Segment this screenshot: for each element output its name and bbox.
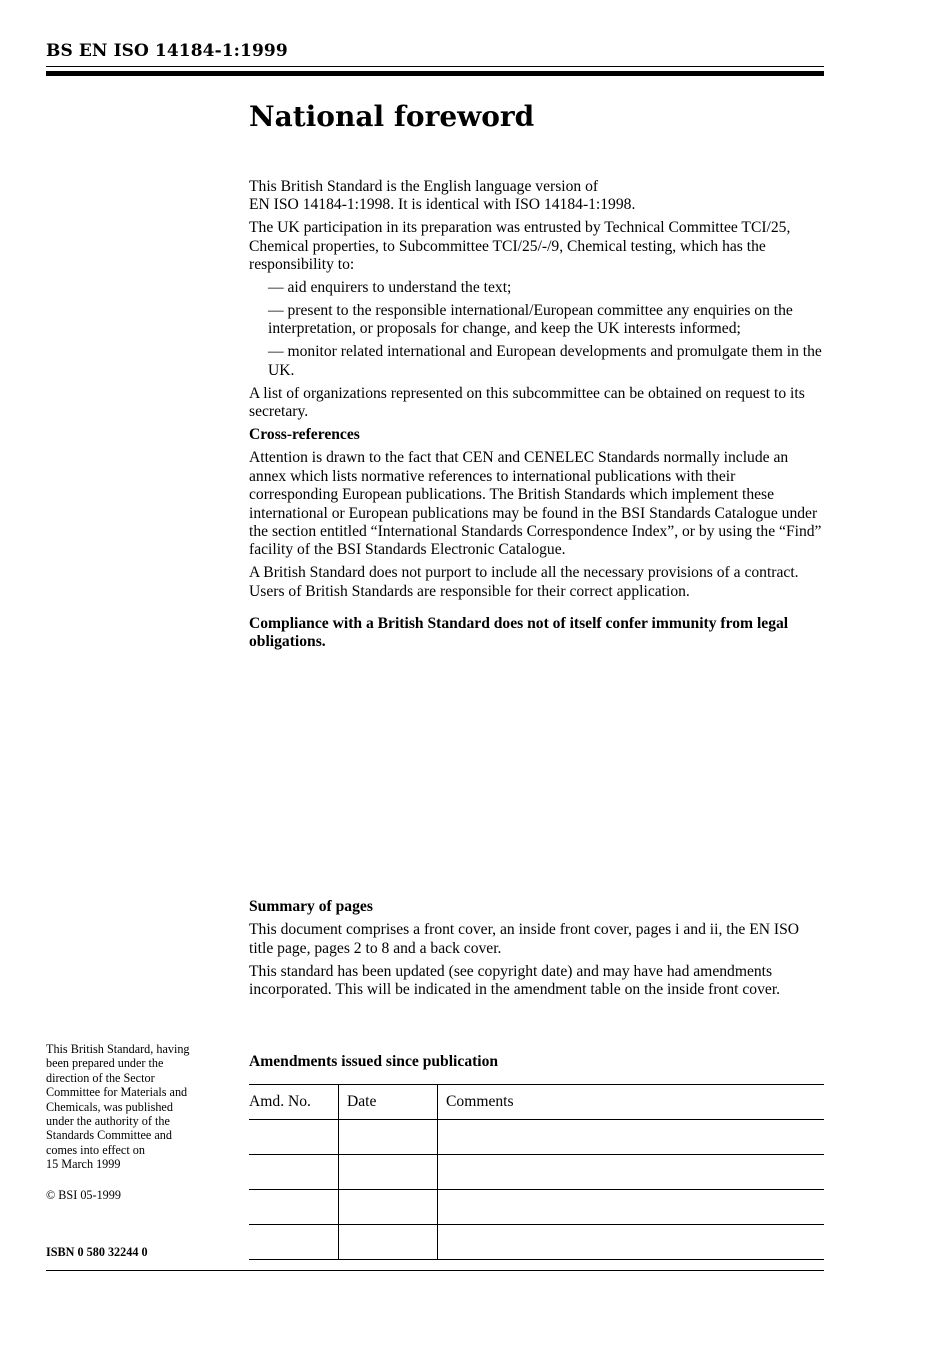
table-cell <box>249 1155 339 1190</box>
table-cell <box>438 1155 825 1190</box>
summary-of-pages <box>249 898 827 1004</box>
foreword-body <box>249 178 827 656</box>
column-header-amd-no: Amd. No. <box>249 1085 339 1120</box>
cross-references-paragraph: Attention is drawn to the fact that CEN and CENELEC Standards normally include an annex which lists normative references to international publications with their corresponding European publications. The British Standards which implement these international or European publications may be found in the BSI Standards Catalogue under the section entitled “International Standards Correspondence Index”, or by using the “Find” facility of the BSI Standards Electronic Catalogue. <box>249 449 822 559</box>
intro-line-2: EN ISO 14184-1:1998. It is identical with ISO 14184-1:1998. <box>249 196 636 214</box>
publication-note-line: direction of the Sector <box>46 1070 155 1085</box>
amendments-table <box>249 1084 824 1260</box>
intro-line-1: This British Standard is the English language version of <box>249 178 599 195</box>
organizations-paragraph: A list of organizations represented on this subcommittee can be obtained on request to its secretary. <box>249 384 805 420</box>
header-rule-thin <box>46 66 824 67</box>
footer-rule <box>46 1270 824 1271</box>
summary-paragraph-1: This document comprises a front cover, an inside front cover, pages i and ii, the EN ISO title page, pages 2 to 8 and a back cover. <box>249 921 800 957</box>
publication-note-line: Chemicals, was published <box>46 1099 173 1114</box>
table-row <box>249 1155 824 1190</box>
responsibility-item: — aid enquirers to understand the text; <box>268 279 512 297</box>
participation-paragraph: The UK participation in its preparation was entrusted by Technical Committee TCI/25, Chemical properties, to Subcommittee TCI/25/-/9, Chemical testing, which has the responsibility to: <box>249 219 791 274</box>
table-cell <box>339 1155 438 1190</box>
table-cell <box>438 1225 825 1260</box>
page-title: National foreword <box>249 100 535 133</box>
table-row <box>249 1120 824 1155</box>
compliance-statement: Compliance with a British Standard does not of itself confer immunity from legal obligations. <box>249 615 789 651</box>
publication-note-line: Committee for Materials and <box>46 1085 188 1100</box>
publication-note-line: been prepared under the <box>46 1056 164 1071</box>
table-cell <box>339 1190 438 1225</box>
provisions-paragraph: A British Standard does not purport to include all the necessary provisions of a contract. Users of British Standards are responsible for their correct application. <box>249 564 799 600</box>
table-cell <box>249 1190 339 1225</box>
copyright-notice: © BSI 05-1999 <box>46 1187 121 1202</box>
column-header-comments: Comments <box>438 1085 825 1120</box>
header-rule-thick <box>46 71 824 76</box>
publication-note-line: comes into effect on <box>46 1142 145 1157</box>
document-id: BS EN ISO 14184-1:1999 <box>46 41 288 61</box>
publication-note-line: Standards Committee and <box>46 1128 172 1143</box>
table-row <box>249 1225 824 1260</box>
amendments-heading: Amendments issued since publication <box>249 1053 499 1070</box>
responsibility-item: — present to the responsible international/European committee any enquiries on the interpretation, or proposals for change, and keep the UK interests informed; <box>268 301 793 338</box>
table-cell <box>438 1190 825 1225</box>
intro-paragraph <box>249 178 827 215</box>
table-cell <box>339 1225 438 1260</box>
isbn: ISBN 0 580 32244 0 <box>46 1245 148 1259</box>
table-cell <box>249 1120 339 1155</box>
summary-heading: Summary of pages <box>249 898 373 915</box>
table-row <box>249 1190 824 1225</box>
table-cell <box>339 1120 438 1155</box>
publication-note <box>46 1042 236 1202</box>
table-header-row <box>249 1085 824 1120</box>
table-cell <box>438 1120 825 1155</box>
responsibility-item: — monitor related international and European developments and promulgate them in the UK. <box>268 343 822 379</box>
column-header-date: Date <box>339 1085 438 1120</box>
table-cell <box>249 1225 339 1260</box>
summary-paragraph-2: This standard has been updated (see copyright date) and may have had amendments incorporated. This will be indicated in the amendment table on the inside front cover. <box>249 962 781 999</box>
publication-note-line: under the authority of the <box>46 1114 170 1129</box>
publication-note-line: This British Standard, having <box>46 1042 190 1056</box>
publication-note-line: 15 March 1999 <box>46 1157 121 1172</box>
cross-references-heading: Cross-references <box>249 425 360 443</box>
